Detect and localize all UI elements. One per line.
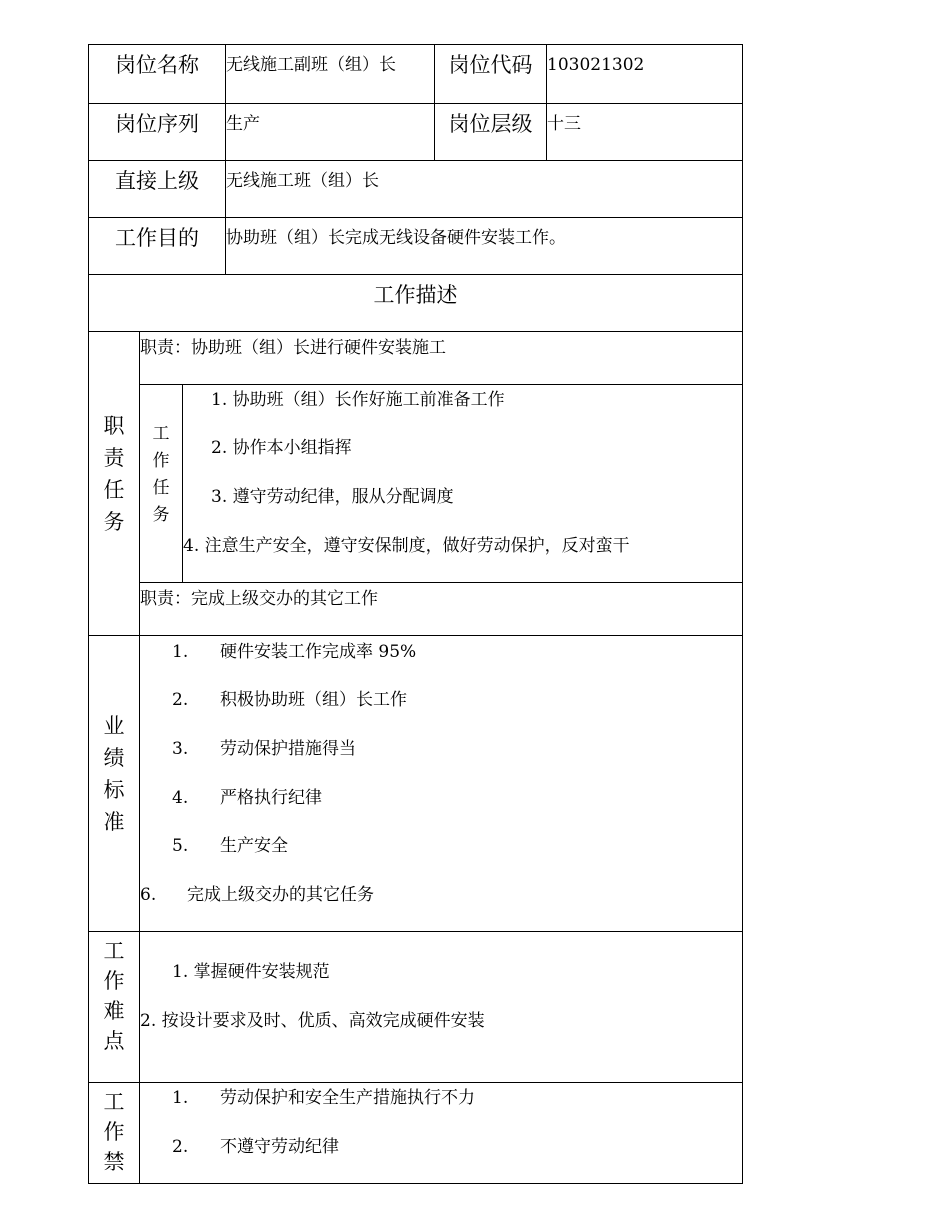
prohibitions-list (139, 1082, 743, 1184)
duties-section-label (88, 331, 140, 636)
purpose-value: 协助班（组）长完成无线设备硬件安装工作。 (225, 217, 743, 275)
performance-num: 6. (140, 885, 157, 905)
prohibition-item: 不遵守劳动纪律 (220, 1137, 339, 1157)
task-item: 1. 协助班（组）长作好施工前准备工作 (211, 390, 505, 410)
difficulties-label-char: 难 (103, 999, 125, 1023)
prohibition-num: 2. (172, 1137, 189, 1157)
performance-item: 生产安全 (220, 836, 288, 856)
prohibitions-label-char: 工 (103, 1090, 125, 1114)
performance-label-char: 业 (103, 714, 125, 738)
difficulties-label-char: 点 (103, 1029, 125, 1053)
task-item: 4. 注意生产安全，遵守安保制度，做好劳动保护，反对蛮干 (183, 536, 630, 556)
duty-2: 职责：完成上级交办的其它工作 (139, 582, 743, 636)
prohibition-item: 劳动保护和安全生产措施执行不力 (220, 1088, 475, 1108)
position-name-label: 岗位名称 (88, 44, 226, 104)
task-list (182, 384, 743, 583)
supervisor-label: 直接上级 (88, 160, 226, 218)
difficulties-label-char: 作 (103, 969, 125, 993)
task-label-char: 作 (152, 451, 170, 471)
performance-item: 积极协助班（组）长工作 (220, 690, 407, 710)
duties-label-char: 职 (103, 414, 125, 438)
task-label-char: 务 (152, 505, 170, 525)
duties-label-char: 责 (103, 446, 125, 470)
prohibitions-section-label (88, 1082, 140, 1184)
performance-item: 完成上级交办的其它任务 (187, 885, 374, 905)
duties-label-char: 任 (103, 478, 125, 502)
position-series-label: 岗位序列 (88, 103, 226, 161)
position-level-label: 岗位层级 (434, 103, 547, 161)
performance-list (139, 635, 743, 932)
position-series-value: 生产 (225, 103, 435, 161)
performance-section-label (88, 635, 140, 932)
prohibitions-label-char: 禁 (103, 1150, 125, 1174)
difficulties-label-char: 工 (103, 939, 125, 963)
duty-1: 职责：协助班（组）长进行硬件安装施工 (139, 331, 743, 385)
difficulties-list (139, 931, 743, 1083)
performance-num: 3. (172, 739, 189, 759)
performance-num: 5. (172, 836, 189, 856)
difficulties-section-label (88, 931, 140, 1083)
performance-label-char: 标 (103, 778, 125, 802)
position-name-value: 无线施工副班（组）长 (225, 44, 435, 104)
performance-item: 硬件安装工作完成率 95% (220, 642, 417, 662)
performance-num: 2. (172, 690, 189, 710)
difficulty-item: 1. 掌握硬件安装规范 (172, 962, 330, 982)
performance-num: 1. (172, 642, 189, 662)
position-level-value: 十三 (546, 103, 743, 161)
prohibitions-label-char: 作 (103, 1120, 125, 1144)
task-label-char: 工 (152, 424, 170, 444)
work-description-title: 工作描述 (88, 274, 743, 332)
position-code-label: 岗位代码 (434, 44, 547, 104)
prohibition-num: 1. (172, 1088, 189, 1108)
difficulty-item: 2. 按设计要求及时、优质、高效完成硬件安装 (140, 1011, 485, 1031)
supervisor-value: 无线施工班（组）长 (225, 160, 743, 218)
performance-item: 劳动保护措施得当 (220, 739, 356, 759)
performance-num: 4. (172, 788, 189, 808)
task-label (139, 384, 183, 583)
performance-item: 严格执行纪律 (220, 788, 322, 808)
performance-label-char: 绩 (103, 746, 125, 770)
position-code-value: 103021302 (546, 44, 743, 104)
purpose-label: 工作目的 (88, 217, 226, 275)
task-item: 2. 协作本小组指挥 (211, 438, 352, 458)
duties-label-char: 务 (103, 510, 125, 534)
performance-label-char: 准 (103, 810, 125, 834)
task-item: 3. 遵守劳动纪律，服从分配调度 (211, 487, 454, 507)
task-label-char: 任 (152, 478, 170, 498)
